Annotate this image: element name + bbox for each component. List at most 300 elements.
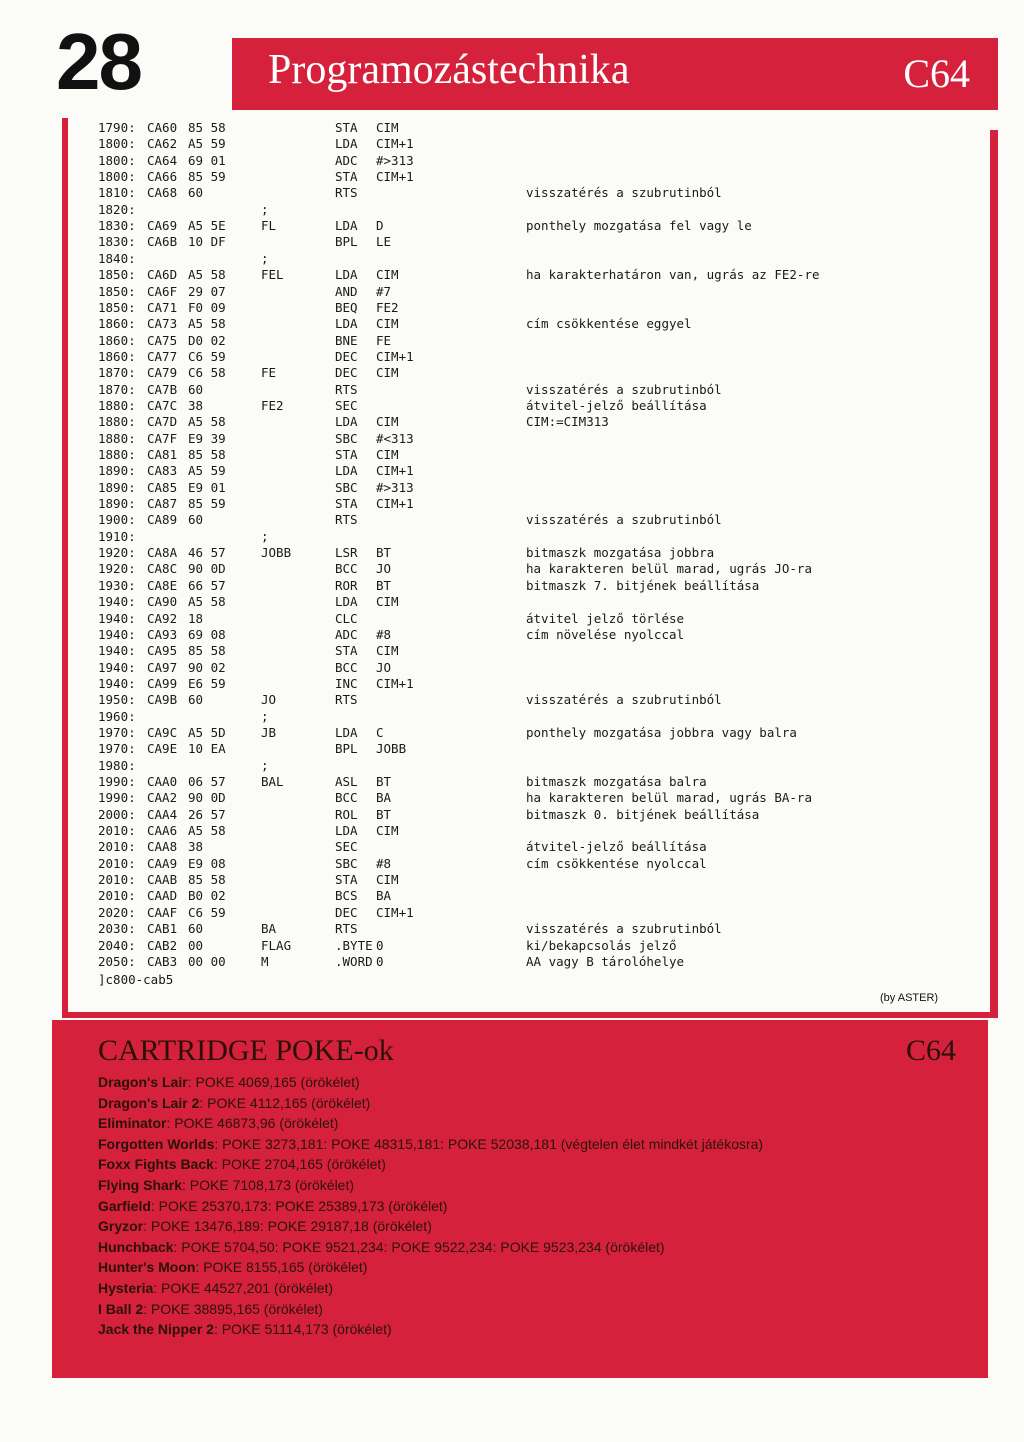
code-addr: CA95 [147,643,178,659]
code-arg: CIM+1 [376,496,414,512]
code-addr: CA99 [147,675,178,691]
code-op: ADC [335,626,358,642]
code-bytes: E6 59 [188,675,226,691]
code-op: LDA [335,136,358,152]
code-comment: bitmaszk 7. bitjének beállítása [526,577,760,593]
code-arg: CIM [376,414,399,430]
poke-code: : POKE 8155,165 (örökélet) [195,1259,368,1276]
code-bytes: A5 5E [188,218,226,234]
code-arg: D [376,218,384,234]
code-bytes: 90 0D [188,561,226,577]
code-op: BCS [335,888,358,904]
poke-code: : POKE 4112,165 (örökélet) [199,1094,371,1111]
section-title: Programozástechnika [268,47,630,93]
code-addr: CA87 [147,496,178,512]
code-op: LDA [335,594,358,610]
code-op: LDA [335,724,358,740]
code-op: BCC [335,790,358,806]
code-bytes: 00 [188,937,204,953]
code-num: 1800: [98,169,136,185]
code-num: 2050: [98,953,136,969]
code-label: ; [261,528,269,544]
code-op: CLC [335,610,358,626]
code-comment: ponthely mozgatása fel vagy le [526,218,752,234]
code-arg: CIM+1 [376,904,414,920]
poke-code: : POKE 13476,189: POKE 29187,18 (örökélet) [143,1218,432,1235]
code-arg: BA [376,790,392,806]
poke-code: : POKE 3273,181: POKE 48315,181: POKE 52038,181 (végtelen élet mindkét játékosra) [214,1135,764,1152]
poke-code: : POKE 2704,165 (örökélet) [213,1156,386,1173]
poke-game-name: Foxx Fights Back [98,1156,214,1173]
code-op: DEC [335,348,358,364]
code-arg: CIM [376,872,399,888]
code-addr: CA9B [147,692,178,708]
header-bar [232,38,998,110]
code-addr: CA6F [147,283,178,299]
poke-entry [98,1301,763,1322]
code-arg: JO [376,561,392,577]
code-bytes: B0 02 [188,888,226,904]
code-op: ASL [335,774,358,789]
code-op: SBC [335,855,358,871]
code-op: LDA [335,414,358,430]
code-bytes: A5 59 [188,463,226,479]
code-addr: CA7D [147,414,178,430]
code-num: 1880: [98,397,136,413]
poke-code: : POKE 25370,173: POKE 25389,173 (örökélet) [150,1197,448,1214]
code-op: AND [335,283,358,299]
code-bytes: A5 58 [188,594,226,610]
code-bytes: 85 59 [188,496,226,512]
code-addr: CA69 [147,218,178,234]
code-addr: CA66 [147,169,178,185]
poke-entry [98,1280,763,1301]
code-bytes: 85 58 [188,120,226,135]
code-comment: ha karakterhatáron van, ugrás az FE2-re [526,267,820,283]
code-arg: JO [376,659,392,675]
code-addr: CA89 [147,512,178,528]
code-bytes: 18 [188,610,204,626]
poke-code: : POKE 38895,165 (örökélet) [143,1300,323,1317]
code-bytes: A5 58 [188,414,226,430]
code-addr: CA97 [147,659,178,675]
code-bytes: C6 59 [188,348,226,364]
code-arg: CIM [376,267,399,283]
code-bytes: 26 57 [188,806,226,822]
code-comment: ha karakteren belül marad, ugrás JO-ra [526,561,812,577]
code-addr: CAA2 [147,790,178,806]
code-addr: CA75 [147,332,178,348]
poke-entry [98,1198,763,1219]
code-bytes: 69 01 [188,152,226,168]
code-num: 2030: [98,921,136,937]
code-op: DEC [335,365,358,381]
code-arg: CIM+1 [376,136,414,152]
code-op: BPL [335,741,358,757]
code-arg: 0 [376,953,384,969]
code-arg: CIM [376,316,399,332]
code-op: RTS [335,381,358,397]
poke-game-name: Dragon's Lair [98,1074,188,1090]
code-num: 1830: [98,218,136,234]
code-addr: CA83 [147,463,178,479]
code-num: 1840: [98,250,136,266]
poke-entry [98,1218,763,1239]
code-label: FE2 [261,397,284,413]
poke-game-name: Dragon's Lair 2 [98,1094,200,1111]
code-op: STA [335,496,358,512]
code-num: 1950: [98,692,136,708]
code-num: 1860: [98,332,136,348]
code-num: 2010: [98,888,136,904]
code-addr: CA8A [147,545,178,561]
code-addr: CAAF [147,904,178,920]
code-arg: FE [376,332,392,348]
code-addr: CA60 [147,120,178,135]
code-addr: CA6B [147,234,178,250]
code-comment: átvitel-jelző beállítása [526,397,707,413]
code-addr: CAA0 [147,774,178,789]
code-bytes: C6 59 [188,904,226,920]
code-addr: CA8E [147,577,178,593]
code-op: LDA [335,267,358,283]
code-arg: BT [376,577,392,593]
poke-game-name: Hunchback [98,1238,174,1255]
code-addr: CA68 [147,185,178,201]
code-arg: #>313 [376,152,414,168]
code-num: 1890: [98,496,136,512]
code-comment: ponthely mozgatása jobbra vagy balra [526,724,797,740]
code-addr: CA9E [147,741,178,757]
cartridge-platform-tag: C64 [905,1034,956,1067]
code-op: INC [335,675,358,691]
code-label: JO [261,692,277,708]
code-arg: #8 [376,855,392,871]
poke-code: : POKE 46873,96 (örökélet) [166,1115,339,1132]
code-arg: FE2 [376,299,399,315]
code-arg: CIM [376,823,399,839]
code-num: 2020: [98,904,136,920]
poke-code: : POKE 5704,50: POKE 9521,234: POKE 9522,234: POKE 9523,234 (örökélet) [173,1238,665,1255]
code-addr: CAA6 [147,823,178,839]
poke-entry [98,1239,763,1260]
code-comment: visszatérés a szubrutinból [526,185,722,201]
poke-game-name: Eliminator [98,1115,167,1132]
code-num: 1980: [98,757,136,773]
code-op: STA [335,872,358,888]
code-op: LSR [335,545,358,561]
code-addr: CAA8 [147,839,178,855]
code-addr: CA9C [147,724,178,740]
code-arg: #8 [376,626,392,642]
poke-entry [98,1074,763,1095]
code-arg: #<313 [376,430,414,446]
poke-game-name: I Ball 2 [98,1300,144,1317]
code-arg: 0 [376,937,384,953]
code-num: 1870: [98,365,136,381]
code-num: 1890: [98,479,136,495]
code-num: 1940: [98,675,136,691]
code-bytes: A5 59 [188,136,226,152]
code-num: 1800: [98,136,136,152]
code-op: STA [335,447,358,462]
code-op: BCC [335,659,358,675]
poke-game-name: Forgotten Worlds [98,1135,215,1152]
code-addr: CA7B [147,381,178,397]
code-op: DEC [335,904,358,920]
code-num: 2000: [98,806,136,822]
code-bytes: 10 DF [188,234,226,250]
code-bytes: A5 58 [188,267,226,283]
code-comment: bitmaszk mozgatása jobbra [526,545,715,561]
code-bytes: 85 58 [188,643,226,659]
poke-game-name: Hunter's Moon [98,1259,196,1276]
code-bytes: 46 57 [188,545,226,561]
code-addr: CAA9 [147,855,178,871]
code-label: BA [261,921,277,937]
poke-code: : POKE 4069,165 (örökélet) [187,1074,360,1090]
code-addr: CA90 [147,594,178,610]
code-label: FE [261,365,277,381]
code-num: 1920: [98,561,136,577]
poke-game-name: Hysteria [98,1279,154,1296]
code-comment: átvitel jelző törlése [526,610,685,626]
code-bytes: A5 58 [188,316,226,332]
code-arg: JOBB [376,741,407,757]
code-bytes: 06 57 [188,774,226,789]
code-num: 1930: [98,577,136,593]
code-label: FEL [261,267,284,283]
code-num: 1870: [98,381,136,397]
code-op: ADC [335,152,358,168]
code-bytes: 66 57 [188,577,226,593]
code-arg: CIM+1 [376,348,414,364]
code-addr: CA79 [147,365,178,381]
code-op: LDA [335,463,358,479]
poke-entry [98,1095,763,1116]
poke-game-name: Jack the Nipper 2 [98,1321,214,1338]
code-bytes: 60 [188,512,204,528]
code-addr: CAA4 [147,806,178,822]
code-num: 1940: [98,643,136,659]
code-op: LDA [335,316,358,332]
code-num: 2010: [98,839,136,855]
code-bytes: C6 58 [188,365,226,381]
code-num: 1990: [98,774,136,789]
code-arg: CIM+1 [376,463,414,479]
code-op: STA [335,643,358,659]
code-comment: bitmaszk 0. bitjének beállítása [526,806,760,822]
code-bytes: 60 [188,692,204,708]
code-op: SBC [335,430,358,446]
cartridge-poke-box [52,1020,988,1378]
code-num: 1850: [98,299,136,315]
code-addr: CA81 [147,447,178,462]
code-num: 1800: [98,152,136,168]
code-label: FL [261,218,277,234]
poke-entry [98,1177,763,1198]
code-label: ; [261,757,269,773]
code-addr: CA92 [147,610,178,626]
code-op: RTS [335,921,358,937]
code-op: BEQ [335,299,358,315]
code-addr: CA6D [147,267,178,283]
code-bytes: 60 [188,381,204,397]
code-comment: bitmaszk mozgatása balra [526,774,707,789]
code-comment: átvitel-jelző beállítása [526,839,707,855]
code-bytes: F0 09 [188,299,226,315]
code-comment: cím csökkentése eggyel [526,316,692,332]
code-num: 1920: [98,545,136,561]
code-op: BNE [335,332,358,348]
code-op: ROR [335,577,358,593]
code-comment: cím növelése nyolccal [526,626,685,642]
frame-border-left [62,118,68,1018]
code-num: 1940: [98,610,136,626]
code-arg: CIM [376,447,399,462]
code-bytes: 10 EA [188,741,226,757]
poke-game-name: Gryzor [98,1218,144,1235]
code-comment: AA vagy B tárolóhelye [526,953,685,969]
code-op: RTS [335,512,358,528]
code-bytes: 85 58 [188,872,226,888]
code-op: BCC [335,561,358,577]
poke-entry [98,1136,763,1157]
code-arg: BT [376,774,392,789]
poke-list [98,1074,763,1342]
code-bytes: 38 [188,397,204,413]
code-bytes: D0 02 [188,332,226,348]
code-num: 1790: [98,120,136,135]
code-comment: cím csökkentése nyolccal [526,855,707,871]
code-num: 1880: [98,414,136,430]
code-arg: #>313 [376,479,414,495]
poke-code: : POKE 44527,201 (örökélet) [153,1279,334,1296]
code-label: ; [261,201,269,217]
poke-code: : POKE 51114,173 (örökélet) [213,1321,392,1338]
code-arg: CIM+1 [376,675,414,691]
code-op: LDA [335,218,358,234]
code-addr: CA7C [147,397,178,413]
frame-border-right [990,130,998,1018]
code-num: 2040: [98,937,136,953]
code-num: 1830: [98,234,136,250]
code-addr: CAAD [147,888,178,904]
code-arg: CIM [376,365,399,381]
code-op: .BYTE [335,937,373,953]
code-num: 1900: [98,512,136,528]
poke-entry [98,1259,763,1280]
poke-entry [98,1115,763,1136]
code-num: 1960: [98,708,136,724]
code-addr: CA64 [147,152,178,168]
code-num: 1970: [98,741,136,757]
code-addr: CA85 [147,479,178,495]
code-num: 1810: [98,185,136,201]
code-num: 1940: [98,659,136,675]
code-num: 1970: [98,724,136,740]
code-op: .WORD [335,953,373,969]
code-num: 1850: [98,267,136,283]
code-num: 1850: [98,283,136,299]
code-bytes: E9 39 [188,430,226,446]
code-addr: CA8C [147,561,178,577]
code-num: 2010: [98,872,136,888]
code-label: JOBB [261,545,292,561]
code-op: BPL [335,234,358,250]
code-op: LDA [335,823,358,839]
code-arg: BT [376,545,392,561]
code-bytes: 85 58 [188,447,226,462]
code-arg: LE [376,234,392,250]
poke-game-name: Garfield [98,1197,151,1214]
code-comment: visszatérés a szubrutinból [526,512,722,528]
code-bytes: 90 02 [188,659,226,675]
frame-border-bottom [62,1012,998,1018]
code-comment: visszatérés a szubrutinból [526,692,722,708]
code-bytes: 38 [188,839,204,855]
code-addr: CA71 [147,299,178,315]
code-num: 2010: [98,823,136,839]
code-op: STA [335,169,358,185]
code-comment: visszatérés a szubrutinból [526,921,722,937]
code-bytes: A5 58 [188,823,226,839]
code-arg: CIM [376,120,399,135]
code-addr: CA93 [147,626,178,642]
code-bytes: 60 [188,185,204,201]
code-op: SEC [335,839,358,855]
page-number: 28 [56,17,141,106]
poke-game-name: Flying Shark [98,1176,183,1193]
code-label: FLAG [261,937,292,953]
code-bytes: 60 [188,921,204,937]
code-addr: CAB1 [147,921,178,937]
code-bytes: 00 00 [188,953,226,969]
code-num: 1940: [98,594,136,610]
code-op: ROL [335,806,358,822]
code-num: 1890: [98,463,136,479]
author-credit: (by ASTER) [880,992,939,1004]
code-addr: CA7F [147,430,178,446]
code-label: M [261,953,269,969]
code-bytes: A5 5D [188,724,226,740]
code-op: RTS [335,185,358,201]
code-arg: CIM [376,594,399,610]
platform-tag: C64 [903,51,970,96]
code-num: 2010: [98,855,136,871]
code-bytes: 29 07 [188,283,226,299]
code-num: 1940: [98,626,136,642]
code-arg: CIM+1 [376,169,414,185]
code-comment: CIM:=CIM313 [526,414,609,430]
code-num: 1820: [98,201,136,217]
code-comment: visszatérés a szubrutinból [526,381,722,397]
code-bytes: 69 08 [188,626,226,642]
code-label: BAL [261,774,284,789]
poke-entry [98,1321,763,1342]
cartridge-title: CARTRIDGE POKE-ok [98,1034,394,1067]
code-op: SBC [335,479,358,495]
poke-entry [98,1156,763,1177]
code-label: ; [261,708,269,724]
code-arg: BT [376,806,392,822]
code-op: STA [335,120,358,135]
code-num: 1990: [98,790,136,806]
code-op: RTS [335,692,358,708]
code-bytes: E9 08 [188,855,226,871]
code-addr: CAB2 [147,937,178,953]
code-op: SEC [335,397,358,413]
